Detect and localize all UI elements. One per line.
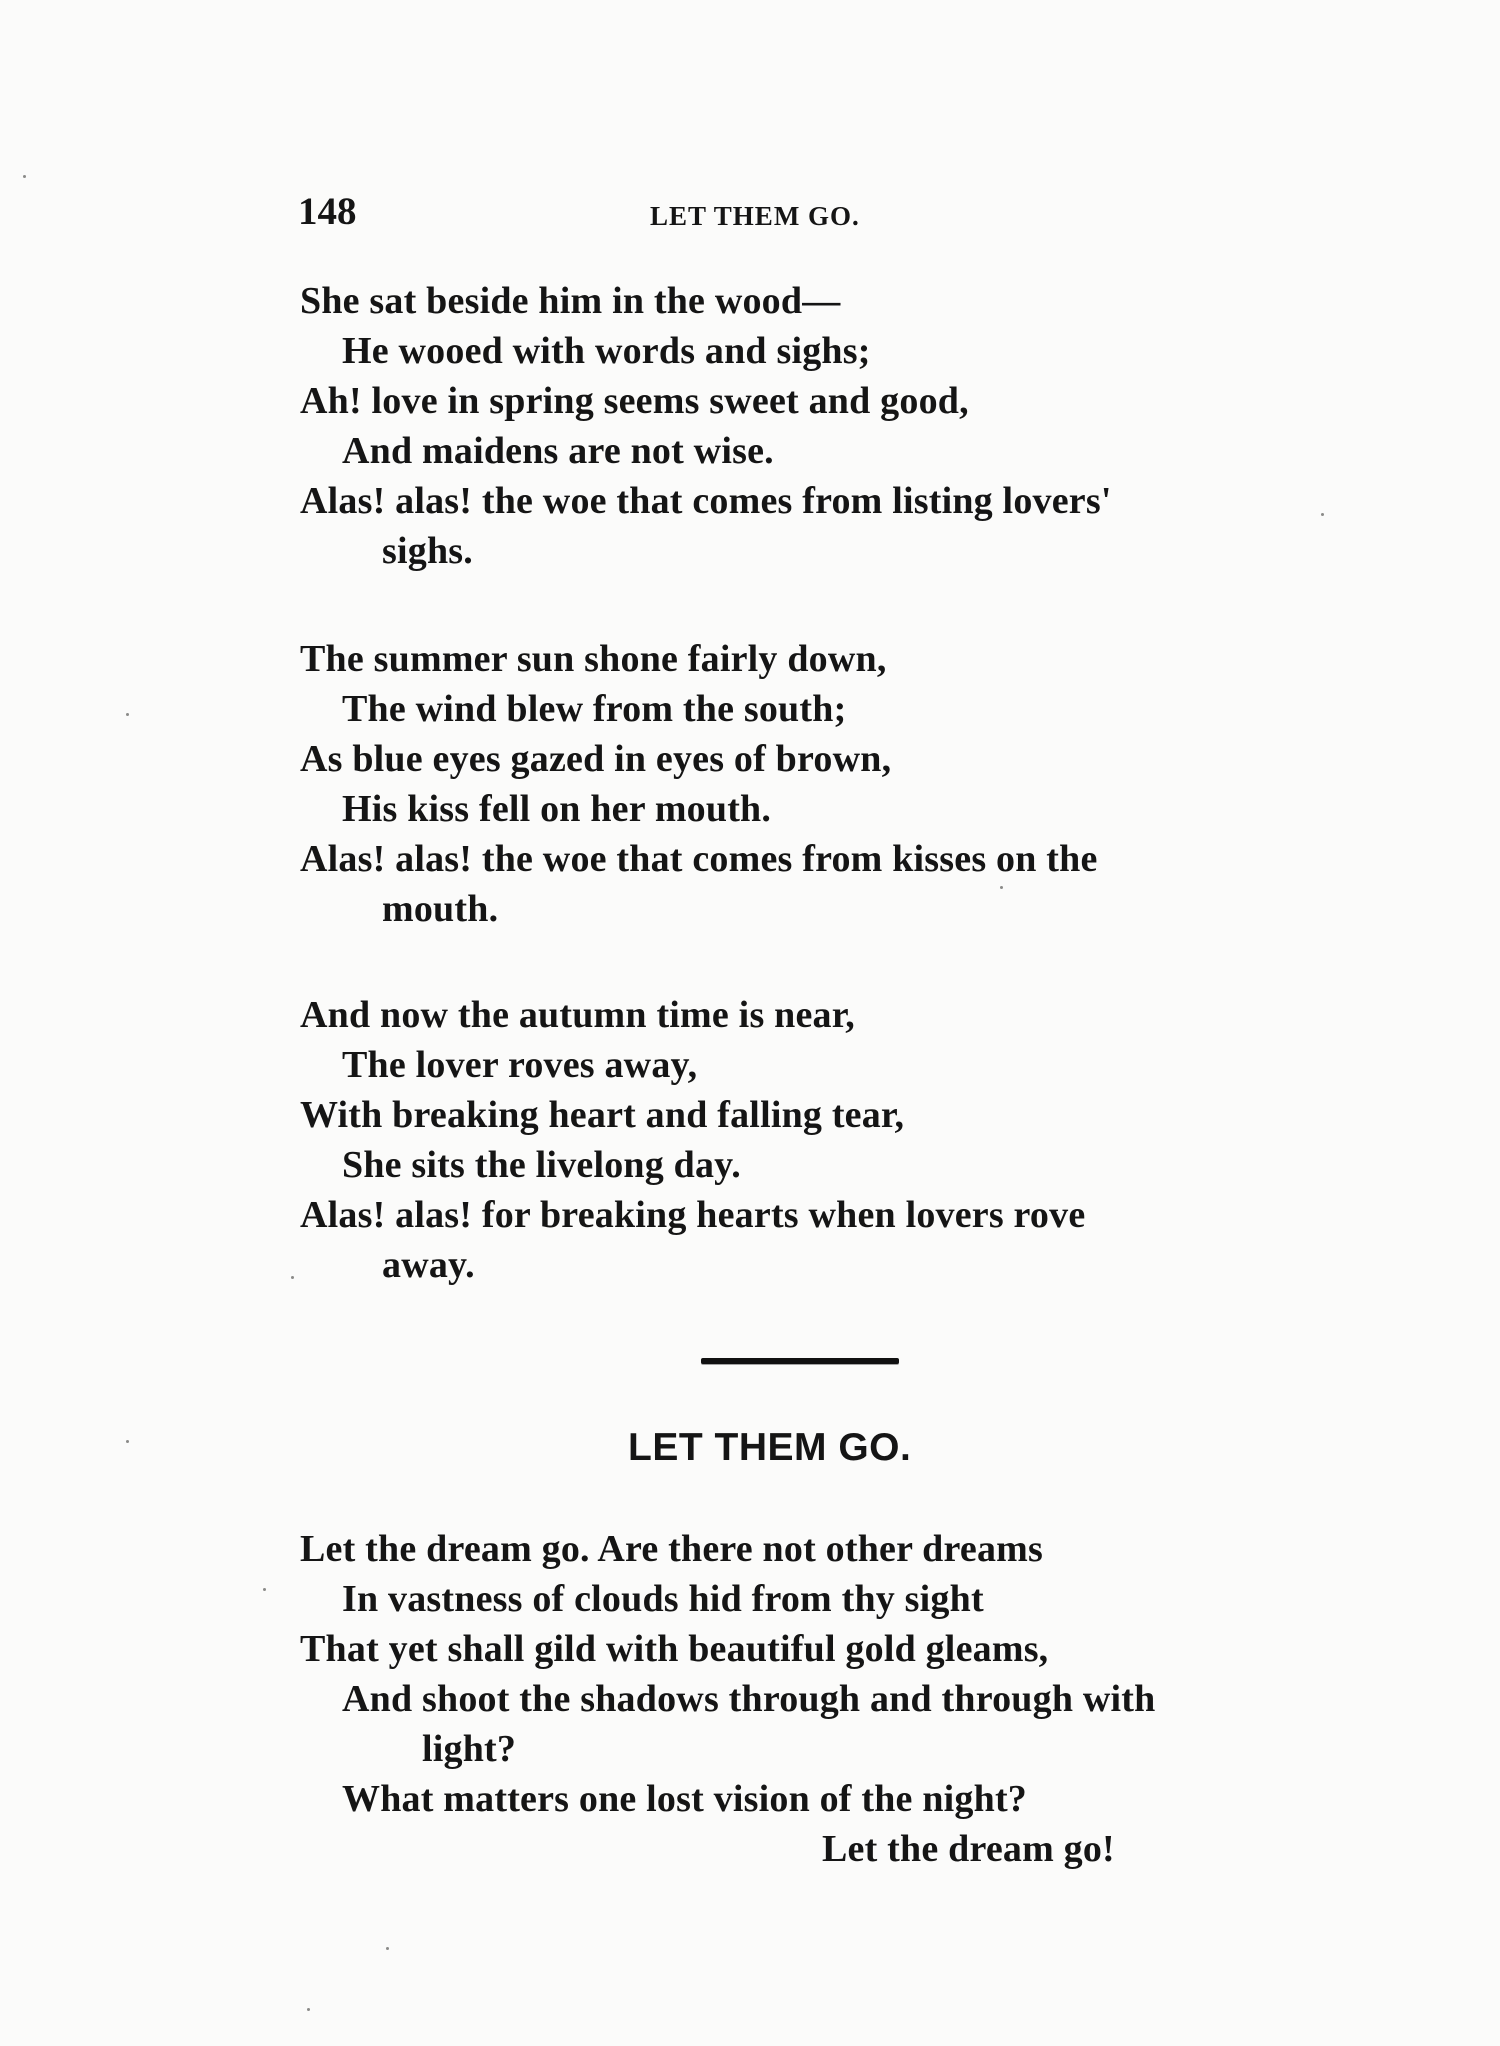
paper-speck [263, 1588, 266, 1591]
poem-line: What matters one lost vision of the night? [342, 1778, 1027, 1820]
poem-line: Let the dream go! [822, 1828, 1115, 1870]
poem-line: With breaking heart and falling tear, [300, 1094, 905, 1136]
poem-line: That yet shall gild with beautiful gold gleams, [300, 1628, 1049, 1670]
poem-line: He wooed with words and sighs; [342, 330, 871, 372]
poem-line: Ah! love in spring seems sweet and good, [300, 380, 969, 422]
poem-line: She sat beside him in the wood— [300, 280, 841, 322]
paper-speck [291, 1276, 294, 1279]
poem-line: Alas! alas! the woe that comes from kisses on the [300, 838, 1098, 880]
poem-line: The summer sun shone fairly down, [300, 638, 887, 680]
paper-speck [1000, 886, 1003, 889]
poem-line: And maidens are not wise. [342, 430, 774, 472]
poem-line: sighs. [382, 530, 473, 572]
poem-line: And shoot the shadows through and through with [342, 1678, 1156, 1720]
poem-line: The wind blew from the south; [342, 688, 847, 730]
poem-line: Alas! alas! for breaking hearts when lovers rove [300, 1194, 1086, 1236]
poem-line: She sits the livelong day. [342, 1144, 741, 1186]
page-number: 148 [298, 190, 357, 233]
poem-line: The lover roves away, [342, 1044, 698, 1086]
poem-line: Let the dream go. Are there not other dreams [300, 1528, 1043, 1570]
poem-line: And now the autumn time is near, [300, 994, 856, 1036]
running-head: LET THEM GO. [650, 201, 860, 231]
poem-line: light? [422, 1728, 517, 1770]
paper-speck [23, 175, 26, 178]
poem-line: In vastness of clouds hid from thy sight [342, 1578, 984, 1620]
paper-speck [307, 2008, 310, 2011]
poem-line: As blue eyes gazed in eyes of brown, [300, 738, 892, 780]
poem-line: mouth. [382, 888, 499, 930]
paper-speck [126, 713, 129, 716]
paper-speck [126, 1440, 129, 1443]
paper-speck [386, 1947, 389, 1950]
poem-line: His kiss fell on her mouth. [342, 788, 772, 830]
poem-line: Alas! alas! the woe that comes from listing lovers' [300, 480, 1112, 522]
poem-line: away. [382, 1244, 475, 1286]
paper-speck [1321, 513, 1324, 516]
section-divider [701, 1358, 899, 1364]
poem-title: LET THEM GO. [628, 1426, 912, 1469]
